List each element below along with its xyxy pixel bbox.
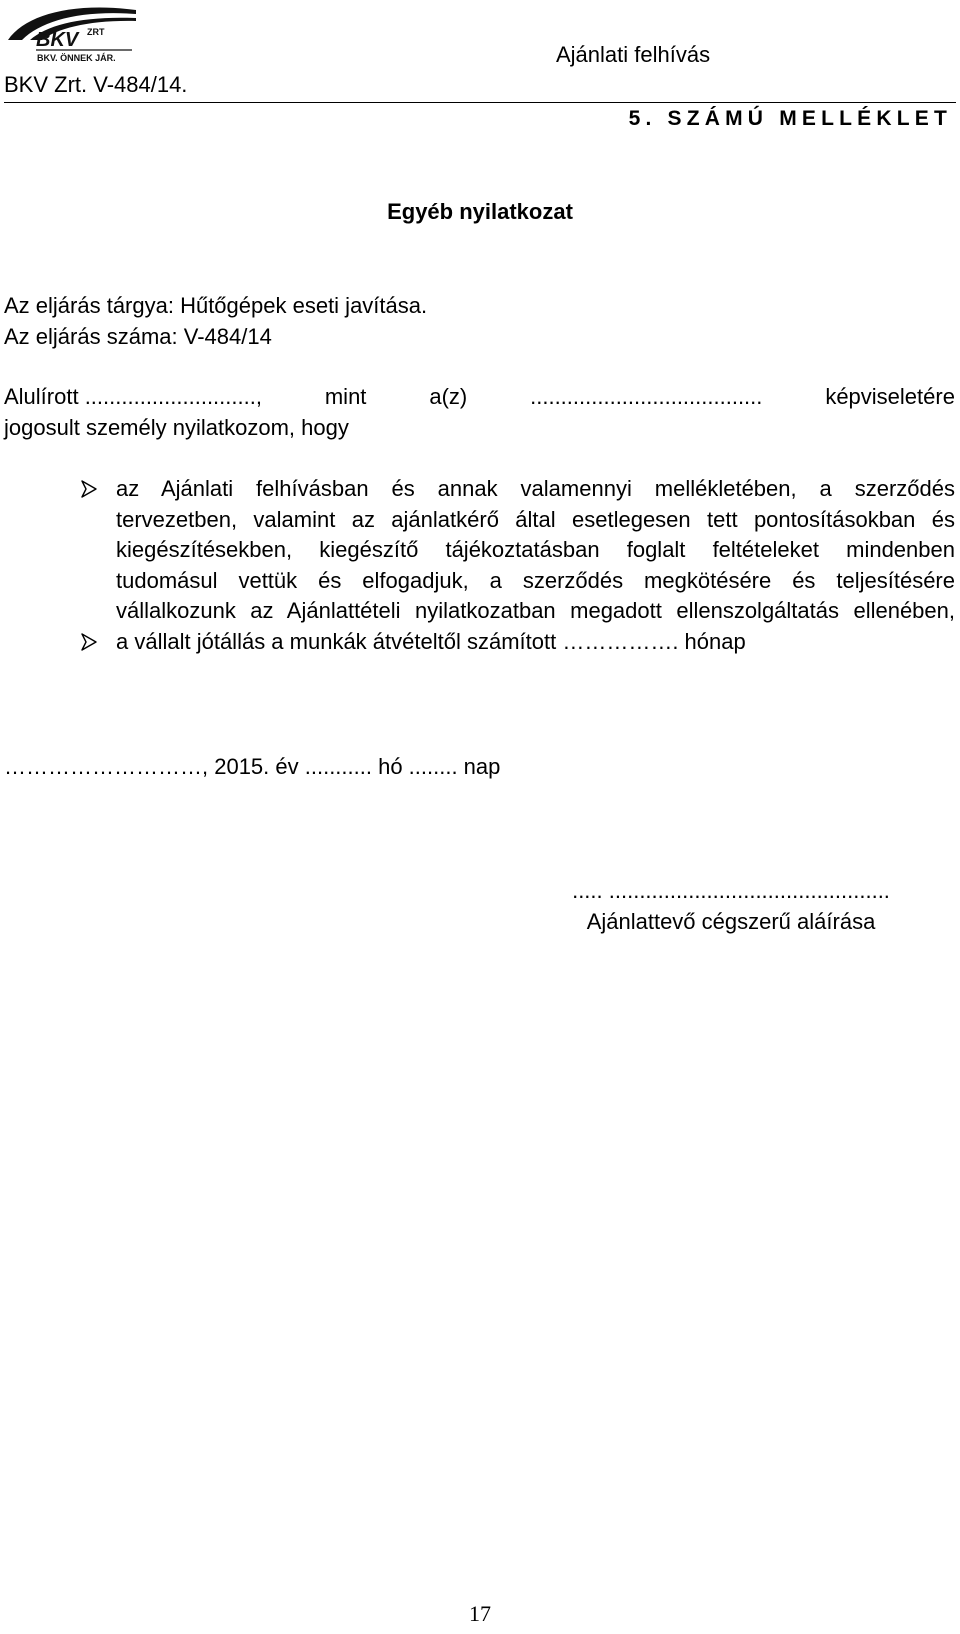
logo-superscript: ZRT <box>87 27 105 37</box>
list-item-line: kiegészítésekben, kiegészítő tájékoztatásban foglalt feltételeket mindenben <box>116 537 955 563</box>
procedure-subject: Az eljárás tárgya: Hűtőgépek eseti javítása. <box>4 293 428 318</box>
list-item <box>80 627 955 658</box>
page-number: 17 <box>469 1601 491 1626</box>
document-id: BKV Zrt. V-484/14. <box>4 72 188 97</box>
header-divider <box>4 102 956 103</box>
logo-wordmark: BKV <box>36 29 79 51</box>
bkv-logo <box>4 0 144 64</box>
signature-blank: ..... .............................................. <box>572 878 890 903</box>
logo-tagline: BKV. ÖNNEK JÁR. <box>37 53 116 63</box>
document-type: Ajánlati felhívás <box>556 42 711 67</box>
undersigned-representation: képviseletére <box>825 384 955 409</box>
list-item-line: tudomásul vettük és elfogadjuk, a szerződés megkötésére és teljesítésére <box>116 567 955 593</box>
undersigned-line <box>4 382 955 412</box>
arrowhead-bullet-icon <box>80 480 98 498</box>
list-item <box>80 474 955 627</box>
authorized-line: jogosult személy nyilatkozom, hogy <box>4 415 349 440</box>
arrowhead-bullet-icon <box>80 633 98 651</box>
declaration-list <box>80 474 955 658</box>
list-item-line: vállalkozunk az Ajánlattételi nyilatkozatban megadott ellenszolgáltatás ellenében, <box>116 598 955 624</box>
list-item-line: tervezetben, valamint az ajánlatkérő által esetlegesen tett pontosításokban és <box>116 506 955 532</box>
page-title: Egyéb nyilatkozat <box>387 199 573 224</box>
signature-label: Ajánlattevő cégszerű aláírása <box>586 909 876 934</box>
date-line: ………………………, 2015. év ........... hó ........ nap <box>4 754 501 779</box>
list-item-line: az Ajánlati felhívásban és annak valamennyi mellékletében, a szerződés <box>116 476 955 501</box>
list-item-line: a vállalt jótállás a munkák átvételtől számított ……………. hónap <box>116 628 746 654</box>
undersigned-name-blank: Alulírott ............................, <box>4 384 262 409</box>
undersigned-of: a(z) <box>429 384 468 409</box>
undersigned-as: mint <box>324 384 367 409</box>
annex-title: 5. SZÁMÚ MELLÉKLET <box>628 107 952 130</box>
undersigned-company-blank: ...................................... <box>530 384 763 409</box>
procedure-number: Az eljárás száma: V-484/14 <box>4 324 272 349</box>
